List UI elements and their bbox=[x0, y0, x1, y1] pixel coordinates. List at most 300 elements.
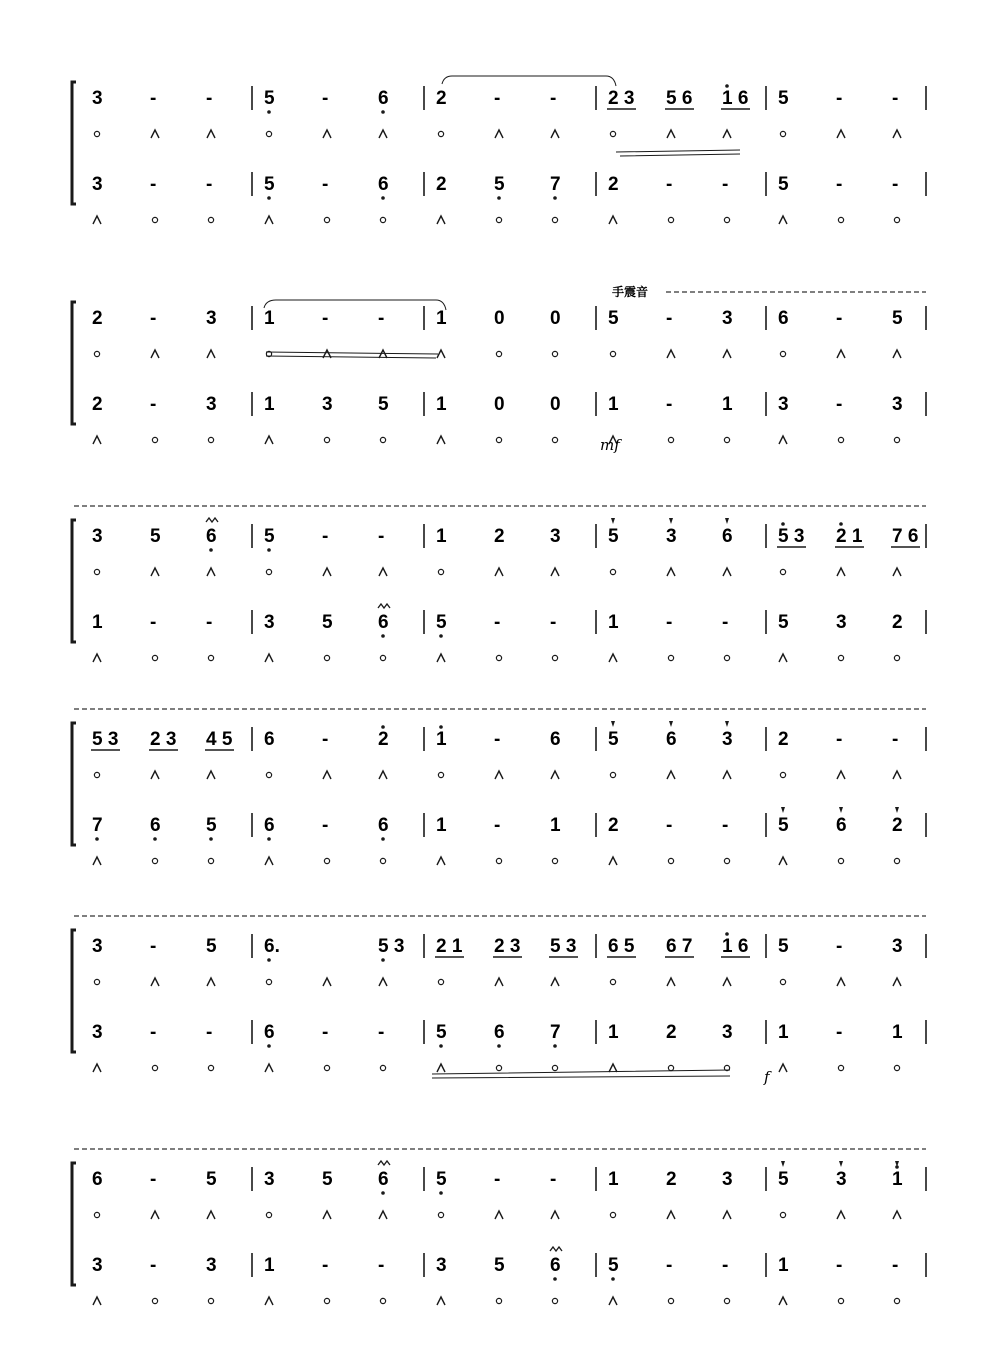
note: - bbox=[836, 1022, 843, 1043]
pluck-out-mark bbox=[380, 437, 385, 442]
octave-dot-low bbox=[267, 1044, 271, 1048]
pluck-out-mark bbox=[668, 1065, 673, 1070]
pluck-in-mark bbox=[779, 216, 787, 224]
pluck-in-mark bbox=[437, 350, 445, 358]
pluck-out-mark bbox=[668, 1298, 673, 1303]
pluck-out-mark bbox=[266, 979, 271, 984]
note: 2 bbox=[494, 526, 505, 547]
pluck-in-mark bbox=[551, 1211, 559, 1219]
pluck-out-mark bbox=[496, 437, 501, 442]
note: - bbox=[150, 1169, 157, 1190]
pluck-in-mark bbox=[323, 130, 331, 138]
note: 2 bbox=[608, 174, 619, 195]
pluck-out-mark bbox=[208, 858, 213, 863]
note: 0 bbox=[494, 394, 505, 415]
system-brace bbox=[72, 520, 76, 642]
octave-dot-low bbox=[381, 634, 385, 638]
pluck-in-mark bbox=[151, 568, 159, 576]
note: 5 bbox=[778, 174, 789, 195]
pluck-in-mark bbox=[437, 216, 445, 224]
pluck-in-mark bbox=[667, 978, 675, 986]
note: 1 bbox=[778, 1022, 789, 1043]
pluck-out-mark bbox=[208, 655, 213, 660]
pluck-out-mark bbox=[552, 217, 557, 222]
pluck-in-mark bbox=[437, 436, 445, 444]
octave-dot-low bbox=[381, 196, 385, 200]
note: - bbox=[378, 1022, 385, 1043]
tremolo-mark bbox=[206, 518, 218, 522]
note: - bbox=[322, 174, 329, 195]
score-system bbox=[72, 709, 926, 865]
octave-dot-high bbox=[781, 522, 785, 526]
note: - bbox=[550, 612, 557, 633]
note: 6 bbox=[836, 815, 847, 836]
pluck-out-mark bbox=[152, 437, 157, 442]
pluck-in-mark bbox=[495, 130, 503, 138]
note: - bbox=[378, 308, 385, 329]
pluck-in-mark bbox=[93, 857, 101, 865]
octave-dot-low bbox=[153, 837, 157, 841]
pluck-in-mark bbox=[551, 568, 559, 576]
note: - bbox=[494, 612, 501, 633]
pluck-in-mark bbox=[93, 216, 101, 224]
pluck-out-mark bbox=[324, 655, 329, 660]
note: 5 bbox=[264, 88, 275, 109]
pluck-out-mark bbox=[266, 569, 271, 574]
pluck-in-mark bbox=[93, 1064, 101, 1072]
staccato-mark bbox=[839, 1161, 843, 1167]
pluck-out-mark bbox=[724, 858, 729, 863]
pluck-in-mark bbox=[779, 436, 787, 444]
note: 5 bbox=[608, 1255, 619, 1276]
pluck-in-mark bbox=[207, 771, 215, 779]
pluck-in-mark bbox=[265, 1297, 273, 1305]
note: - bbox=[150, 308, 157, 329]
pluck-in-mark bbox=[667, 130, 675, 138]
pluck-out-mark bbox=[496, 1298, 501, 1303]
pluck-in-mark bbox=[207, 568, 215, 576]
pluck-in-mark bbox=[207, 978, 215, 986]
note: 6 bbox=[666, 729, 677, 750]
note: - bbox=[666, 394, 673, 415]
note: 1 bbox=[264, 394, 275, 415]
pluck-in-mark bbox=[495, 1211, 503, 1219]
pluck-in-mark bbox=[837, 978, 845, 986]
note: 5 bbox=[494, 1255, 505, 1276]
note: 3 bbox=[92, 936, 103, 957]
pluck-in-mark bbox=[667, 1211, 675, 1219]
note: 3 bbox=[778, 394, 789, 415]
pluck-in-mark bbox=[93, 1297, 101, 1305]
pluck-in-mark bbox=[779, 1297, 787, 1305]
octave-dot-low bbox=[267, 196, 271, 200]
score-system bbox=[72, 1149, 926, 1305]
pluck-in-mark bbox=[893, 978, 901, 986]
tremolo-mark bbox=[550, 1247, 562, 1251]
note: - bbox=[322, 308, 329, 329]
pluck-out-mark bbox=[94, 979, 99, 984]
note: - bbox=[150, 1255, 157, 1276]
note: - bbox=[206, 612, 213, 633]
note: 6 bbox=[264, 1022, 275, 1043]
tremolo-mark bbox=[378, 1161, 390, 1165]
system-brace bbox=[72, 302, 76, 424]
note: 5 3 bbox=[778, 526, 805, 547]
pluck-out-mark bbox=[780, 351, 785, 356]
note: 5 bbox=[778, 612, 789, 633]
pluck-out-mark bbox=[380, 217, 385, 222]
octave-dot-low bbox=[209, 548, 213, 552]
note: 1 bbox=[722, 394, 733, 415]
note: - bbox=[150, 612, 157, 633]
pluck-in-mark bbox=[723, 771, 731, 779]
pluck-out-mark bbox=[94, 1212, 99, 1217]
pluck-out-mark bbox=[838, 437, 843, 442]
note: - bbox=[494, 729, 501, 750]
octave-dot-low bbox=[553, 196, 557, 200]
note: 6 bbox=[378, 815, 389, 836]
pluck-in-mark bbox=[723, 568, 731, 576]
pluck-out-mark bbox=[894, 1298, 899, 1303]
staccato-mark bbox=[611, 518, 615, 524]
note: 1 bbox=[550, 815, 561, 836]
note: 3 bbox=[206, 1255, 217, 1276]
pluck-in-mark bbox=[551, 130, 559, 138]
octave-dot-low bbox=[267, 110, 271, 114]
note: - bbox=[150, 174, 157, 195]
octave-dot-low bbox=[439, 634, 443, 638]
note: 1 bbox=[892, 1169, 903, 1190]
pluck-out-mark bbox=[94, 131, 99, 136]
note: 3 bbox=[436, 1255, 447, 1276]
note: 5 bbox=[322, 1169, 333, 1190]
score-system bbox=[72, 916, 926, 1086]
pluck-out-mark bbox=[838, 1298, 843, 1303]
pluck-out-mark bbox=[724, 437, 729, 442]
score-system bbox=[72, 76, 926, 224]
pluck-out-mark bbox=[94, 772, 99, 777]
octave-dot-low bbox=[497, 196, 501, 200]
pluck-in-mark bbox=[437, 857, 445, 865]
note: - bbox=[892, 1255, 899, 1276]
pluck-in-mark bbox=[379, 568, 387, 576]
note: 1 bbox=[436, 526, 447, 547]
note: 5 bbox=[778, 815, 789, 836]
note: 3 bbox=[892, 394, 903, 415]
pluck-out-mark bbox=[152, 217, 157, 222]
pluck-in-mark bbox=[609, 1064, 617, 1072]
pluck-out-mark bbox=[552, 1065, 557, 1070]
pluck-out-mark bbox=[208, 437, 213, 442]
pluck-out-mark bbox=[894, 437, 899, 442]
note: 3 bbox=[722, 729, 733, 750]
pluck-out-mark bbox=[780, 131, 785, 136]
pluck-out-mark bbox=[152, 1298, 157, 1303]
note: 1 6 bbox=[722, 936, 749, 957]
note: 3 bbox=[550, 526, 561, 547]
pluck-out-mark bbox=[610, 351, 615, 356]
note: - bbox=[666, 1255, 673, 1276]
note: 1 bbox=[608, 1022, 619, 1043]
note: - bbox=[378, 526, 385, 547]
octave-dot-low bbox=[381, 837, 385, 841]
pluck-in-mark bbox=[667, 350, 675, 358]
octave-dot-low bbox=[439, 1044, 443, 1048]
note: 5 bbox=[206, 1169, 217, 1190]
staccato-mark bbox=[669, 518, 673, 524]
note: 1 bbox=[436, 729, 447, 750]
pluck-out-mark bbox=[94, 569, 99, 574]
note: - bbox=[550, 88, 557, 109]
note: 7 bbox=[550, 1022, 561, 1043]
note: 2 bbox=[608, 815, 619, 836]
note: 2 1 bbox=[836, 526, 863, 547]
note: - bbox=[722, 612, 729, 633]
pluck-in-mark bbox=[379, 978, 387, 986]
pluck-out-mark bbox=[610, 569, 615, 574]
note: 5 bbox=[150, 526, 161, 547]
pluck-in-mark bbox=[551, 978, 559, 986]
note: 2 bbox=[436, 174, 447, 195]
note: 5 bbox=[436, 612, 447, 633]
note: 5 bbox=[206, 936, 217, 957]
note: - bbox=[494, 815, 501, 836]
note: 5 bbox=[778, 1169, 789, 1190]
pluck-out-mark bbox=[266, 1212, 271, 1217]
note: 5 bbox=[608, 526, 619, 547]
pluck-in-mark bbox=[837, 130, 845, 138]
note: - bbox=[666, 308, 673, 329]
pluck-out-mark bbox=[438, 569, 443, 574]
pluck-out-mark bbox=[610, 1212, 615, 1217]
note: 3 bbox=[92, 174, 103, 195]
pluck-out-mark bbox=[838, 858, 843, 863]
pluck-out-mark bbox=[496, 217, 501, 222]
note: - bbox=[378, 1255, 385, 1276]
sustain-lines bbox=[266, 352, 438, 358]
pluck-out-mark bbox=[438, 1212, 443, 1217]
pluck-out-mark bbox=[724, 655, 729, 660]
pluck-in-mark bbox=[609, 654, 617, 662]
note: 3 bbox=[722, 1169, 733, 1190]
pluck-in-mark bbox=[379, 771, 387, 779]
pluck-in-mark bbox=[495, 568, 503, 576]
note: 6 bbox=[778, 308, 789, 329]
octave-dot-low bbox=[497, 1044, 501, 1048]
staccato-mark bbox=[781, 1161, 785, 1167]
note: 6 7 bbox=[666, 936, 693, 957]
pluck-out-mark bbox=[780, 569, 785, 574]
staccato-mark bbox=[895, 807, 899, 813]
note: 5 bbox=[206, 815, 217, 836]
octave-dot-low bbox=[553, 1044, 557, 1048]
note: 7 bbox=[92, 815, 103, 836]
note: 2 3 bbox=[608, 88, 635, 109]
octave-dot-high bbox=[381, 725, 385, 729]
tremolo-label: 手震音 bbox=[612, 285, 649, 299]
pluck-out-mark bbox=[266, 131, 271, 136]
pluck-out-mark bbox=[208, 1298, 213, 1303]
note: 3 bbox=[722, 1022, 733, 1043]
note: 5 bbox=[494, 174, 505, 195]
sustain-lines bbox=[616, 150, 740, 156]
note: - bbox=[666, 174, 673, 195]
note: 1 bbox=[892, 1022, 903, 1043]
pluck-in-mark bbox=[265, 216, 273, 224]
note: - bbox=[836, 174, 843, 195]
pluck-in-mark bbox=[609, 216, 617, 224]
dynamic-mf: mf bbox=[600, 436, 620, 454]
pluck-in-mark bbox=[495, 771, 503, 779]
note: 1 bbox=[608, 612, 619, 633]
note: 5 bbox=[436, 1169, 447, 1190]
pluck-out-mark bbox=[668, 858, 673, 863]
pluck-in-mark bbox=[151, 1211, 159, 1219]
note: - bbox=[322, 526, 329, 547]
pluck-in-mark bbox=[667, 771, 675, 779]
pluck-in-mark bbox=[837, 1211, 845, 1219]
note: 4 5 bbox=[206, 729, 233, 750]
note: 5 bbox=[608, 729, 619, 750]
pluck-in-mark bbox=[207, 130, 215, 138]
note: - bbox=[494, 88, 501, 109]
note: 6 bbox=[378, 1169, 389, 1190]
note: 6 bbox=[264, 815, 275, 836]
pluck-out-mark bbox=[152, 858, 157, 863]
pluck-in-mark bbox=[379, 130, 387, 138]
note: 1 bbox=[264, 1255, 275, 1276]
pluck-in-mark bbox=[265, 1064, 273, 1072]
note: - bbox=[322, 729, 329, 750]
note: 1 bbox=[436, 815, 447, 836]
note: 5 bbox=[436, 1022, 447, 1043]
pluck-in-mark bbox=[437, 1064, 445, 1072]
score-system bbox=[72, 506, 926, 662]
pluck-in-mark bbox=[265, 436, 273, 444]
note: - bbox=[666, 815, 673, 836]
note: 2 1 bbox=[436, 936, 463, 957]
note: 1 bbox=[264, 308, 275, 329]
note: - bbox=[150, 1022, 157, 1043]
pluck-out-mark bbox=[894, 655, 899, 660]
note: - bbox=[550, 1169, 557, 1190]
note: 3 bbox=[722, 308, 733, 329]
octave-dot-high bbox=[725, 932, 729, 936]
staccato-mark bbox=[725, 721, 729, 727]
note: 5 bbox=[778, 88, 789, 109]
pluck-out-mark bbox=[380, 655, 385, 660]
note: 6 bbox=[550, 729, 561, 750]
pluck-in-mark bbox=[609, 1297, 617, 1305]
note: 2 bbox=[666, 1022, 677, 1043]
pluck-out-mark bbox=[610, 979, 615, 984]
pluck-in-mark bbox=[323, 1211, 331, 1219]
note: 1 bbox=[92, 612, 103, 633]
system-brace bbox=[72, 930, 76, 1052]
note: - bbox=[892, 88, 899, 109]
pluck-out-mark bbox=[208, 217, 213, 222]
pluck-out-mark bbox=[152, 655, 157, 660]
staccato-mark bbox=[725, 518, 729, 524]
pluck-out-mark bbox=[610, 772, 615, 777]
note: - bbox=[892, 174, 899, 195]
octave-dot-high bbox=[839, 522, 843, 526]
pluck-in-mark bbox=[207, 1211, 215, 1219]
pluck-in-mark bbox=[93, 436, 101, 444]
note: - bbox=[722, 1255, 729, 1276]
note: 3 bbox=[264, 1169, 275, 1190]
octave-dot-low bbox=[267, 548, 271, 552]
note: 3 bbox=[322, 394, 333, 415]
pluck-in-mark bbox=[379, 350, 387, 358]
pluck-out-mark bbox=[152, 1065, 157, 1070]
pluck-out-mark bbox=[496, 655, 501, 660]
note: 5 bbox=[608, 308, 619, 329]
pluck-out-mark bbox=[324, 1298, 329, 1303]
octave-dot-low bbox=[267, 837, 271, 841]
pluck-in-mark bbox=[437, 1297, 445, 1305]
system-brace bbox=[72, 82, 76, 204]
pluck-in-mark bbox=[609, 857, 617, 865]
note: - bbox=[322, 815, 329, 836]
note: 2 3 bbox=[150, 729, 177, 750]
pluck-out-mark bbox=[668, 437, 673, 442]
note: 1 bbox=[778, 1255, 789, 1276]
pluck-in-mark bbox=[437, 654, 445, 662]
octave-dot-high bbox=[439, 725, 443, 729]
octave-dot-low bbox=[381, 110, 385, 114]
pluck-out-mark bbox=[324, 1065, 329, 1070]
note: 6 bbox=[378, 88, 389, 109]
note: 5 3 bbox=[378, 936, 405, 957]
note: 2 bbox=[892, 612, 903, 633]
pluck-out-mark bbox=[838, 655, 843, 660]
note: 6 bbox=[92, 1169, 103, 1190]
pluck-in-mark bbox=[893, 771, 901, 779]
octave-dot-low bbox=[209, 837, 213, 841]
note: 5 6 bbox=[666, 88, 693, 109]
note: 6 bbox=[378, 612, 389, 633]
note: 6 5 bbox=[608, 936, 635, 957]
pluck-out-mark bbox=[496, 1065, 501, 1070]
note: - bbox=[150, 88, 157, 109]
pluck-in-mark bbox=[779, 654, 787, 662]
pluck-in-mark bbox=[151, 130, 159, 138]
pluck-out-mark bbox=[94, 351, 99, 356]
sustain-lines bbox=[432, 1070, 730, 1078]
pluck-out-mark bbox=[380, 1065, 385, 1070]
note: 3 bbox=[92, 526, 103, 547]
pluck-in-mark bbox=[723, 1211, 731, 1219]
pluck-out-mark bbox=[838, 217, 843, 222]
pluck-out-mark bbox=[380, 1298, 385, 1303]
pluck-out-mark bbox=[438, 772, 443, 777]
note: 3 bbox=[92, 88, 103, 109]
octave-dot-low bbox=[611, 1277, 615, 1281]
octave-dot-low bbox=[267, 958, 271, 962]
pluck-in-mark bbox=[323, 771, 331, 779]
note: - bbox=[892, 729, 899, 750]
pluck-in-mark bbox=[379, 1211, 387, 1219]
octave-dot-low bbox=[439, 1191, 443, 1195]
pluck-out-mark bbox=[610, 131, 615, 136]
note: 5 bbox=[892, 308, 903, 329]
pluck-out-mark bbox=[552, 655, 557, 660]
system-brace bbox=[72, 723, 76, 845]
note: 1 6 bbox=[722, 88, 749, 109]
note: - bbox=[150, 936, 157, 957]
system-brace bbox=[72, 1163, 76, 1285]
